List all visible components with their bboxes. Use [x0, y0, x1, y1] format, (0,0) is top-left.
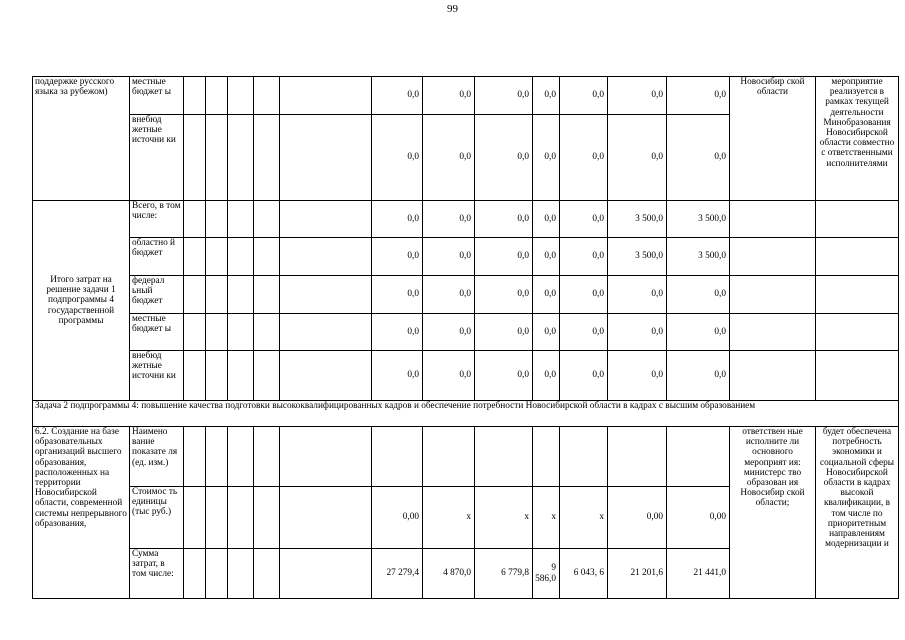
empty-cell [280, 351, 372, 401]
funding-source-cell: местные бюджет ы [130, 314, 184, 351]
value-cell: 0,0 [372, 351, 423, 401]
value-cell: 0,0 [533, 314, 560, 351]
empty-cell [280, 314, 372, 351]
value-cell: 0,0 [372, 314, 423, 351]
value-cell: 0,0 [608, 276, 667, 314]
empty-cell [730, 351, 816, 401]
empty-cell [206, 77, 228, 115]
empty-cell [254, 77, 280, 115]
value-cell: 0,0 [372, 77, 423, 115]
empty-cell [184, 351, 206, 401]
value-cell: 3 500,0 [608, 201, 667, 238]
empty-cell [206, 427, 228, 487]
empty-cell [206, 351, 228, 401]
empty-cell [184, 77, 206, 115]
value-cell: 6 779,8 [475, 549, 533, 599]
empty-cell [816, 314, 899, 351]
value-cell: х [560, 487, 608, 549]
empty-cell [228, 77, 254, 115]
value-cell: 0,0 [423, 238, 475, 276]
empty-cell [254, 201, 280, 238]
value-cell: 0,0 [667, 77, 730, 115]
value-cell: 4 870,0 [423, 549, 475, 599]
empty-cell [254, 549, 280, 599]
value-cell: 0,0 [533, 351, 560, 401]
funding-source-cell: местные бюджет ы [130, 77, 184, 115]
value-cell: х [423, 487, 475, 549]
empty-cell [730, 201, 816, 238]
value-cell: 0,0 [533, 77, 560, 115]
funding-source-cell: Сумма затрат, в том числе: [130, 549, 184, 599]
value-cell: 0,0 [475, 351, 533, 401]
empty-cell [184, 201, 206, 238]
value-cell: 0,00 [608, 487, 667, 549]
empty-cell [280, 115, 372, 201]
value-cell: 0,0 [372, 238, 423, 276]
empty-cell [206, 115, 228, 201]
value-cell: 0,0 [560, 201, 608, 238]
empty-cell [280, 427, 372, 487]
value-cell: 0,0 [533, 276, 560, 314]
empty-cell [254, 314, 280, 351]
empty-cell [206, 276, 228, 314]
empty-cell [206, 549, 228, 599]
budget-table [32, 76, 899, 599]
value-cell: 0,00 [667, 487, 730, 549]
value-cell: х [533, 487, 560, 549]
value-cell: 3 500,0 [667, 238, 730, 276]
empty-cell [816, 351, 899, 401]
value-cell [475, 427, 533, 487]
empty-cell [280, 487, 372, 549]
value-cell: 0,0 [560, 115, 608, 201]
item-name-cell: Итого затрат на решение задачи 1 подпрограммы 4 государственной программы [33, 201, 130, 401]
empty-cell [228, 487, 254, 549]
value-cell: 0,0 [608, 351, 667, 401]
item-name-cell: поддержке русского языка за рубежом) [33, 77, 130, 201]
executor-cell: ответствен ные исполните ли основного мероприят ия: министерс тво образован ия Новосибир ской области; [730, 427, 816, 599]
value-cell: 0,0 [560, 276, 608, 314]
empty-cell [730, 314, 816, 351]
value-cell: 0,0 [423, 276, 475, 314]
value-cell: 0,0 [667, 276, 730, 314]
table-row [33, 238, 899, 276]
empty-cell [184, 427, 206, 487]
value-cell: 0,0 [667, 115, 730, 201]
funding-source-cell: Всего, в том числе: [130, 201, 184, 238]
empty-cell [228, 351, 254, 401]
section-heading: Задача 2 подпрограммы 4: повышение качества подготовки высококвалифицированных кадров и обеспечение потребности Новосибирской области в кадрах с высшим образованием [33, 401, 899, 427]
value-cell: 0,0 [533, 115, 560, 201]
value-cell: 0,0 [560, 77, 608, 115]
value-cell: 0,0 [560, 314, 608, 351]
value-cell: 21 441,0 [667, 549, 730, 599]
empty-cell [730, 238, 816, 276]
table-row [33, 276, 899, 314]
table-row [33, 427, 899, 487]
empty-cell [184, 238, 206, 276]
value-cell: х [475, 487, 533, 549]
empty-cell [816, 276, 899, 314]
empty-cell [254, 427, 280, 487]
funding-source-cell: внебюд жетные источни ки [130, 115, 184, 201]
value-cell [423, 427, 475, 487]
value-cell: 0,0 [608, 77, 667, 115]
value-cell: 0,0 [423, 77, 475, 115]
empty-cell [280, 77, 372, 115]
value-cell: 0,0 [667, 351, 730, 401]
value-cell: 0,0 [475, 314, 533, 351]
table-row [33, 351, 899, 401]
note-cell: мероприятие реализуется в рамках текущей деятельности Минобразования Новосибирской области совместно с ответственными исполнителями [816, 77, 899, 201]
value-cell: 0,0 [372, 115, 423, 201]
funding-source-cell: внебюд жетные источни ки [130, 351, 184, 401]
value-cell: 3 500,0 [608, 238, 667, 276]
value-cell: 0,0 [608, 314, 667, 351]
empty-cell [206, 487, 228, 549]
value-cell: 3 500,0 [667, 201, 730, 238]
funding-source-cell: Наимено вание показате ля (ед. изм.) [130, 427, 184, 487]
value-cell: 0,0 [475, 77, 533, 115]
value-cell [533, 427, 560, 487]
value-cell: 0,0 [560, 351, 608, 401]
value-cell: 21 201,6 [608, 549, 667, 599]
empty-cell [730, 276, 816, 314]
empty-cell [184, 314, 206, 351]
empty-cell [254, 115, 280, 201]
value-cell: 0,0 [533, 201, 560, 238]
funding-source-cell: Стоимос ть единицы (тыс руб.) [130, 487, 184, 549]
value-cell: 0,0 [475, 115, 533, 201]
empty-cell [184, 487, 206, 549]
table-row [33, 201, 899, 238]
value-cell: 0,0 [475, 276, 533, 314]
empty-cell [206, 314, 228, 351]
item-name-cell: 6.2. Создание на базе образовательных организаций высшего образования, расположенных на территории Новосибирской области, современной системы непрерывного образования, [33, 427, 130, 599]
empty-cell [228, 238, 254, 276]
value-cell [608, 427, 667, 487]
value-cell: 0,0 [372, 276, 423, 314]
table-row [33, 77, 899, 115]
value-cell: 0,0 [560, 238, 608, 276]
empty-cell [228, 115, 254, 201]
empty-cell [254, 276, 280, 314]
page-number: 99 [447, 3, 458, 15]
empty-cell [254, 487, 280, 549]
value-cell: 27 279,4 [372, 549, 423, 599]
value-cell: 6 043, 6 [560, 549, 608, 599]
value-cell: 0,00 [372, 487, 423, 549]
empty-cell [816, 201, 899, 238]
empty-cell [228, 201, 254, 238]
value-cell: 0,0 [475, 201, 533, 238]
value-cell: 0,0 [475, 238, 533, 276]
empty-cell [184, 549, 206, 599]
value-cell: 0,0 [533, 238, 560, 276]
empty-cell [280, 238, 372, 276]
empty-cell [254, 351, 280, 401]
section-row [33, 401, 899, 427]
empty-cell [280, 549, 372, 599]
value-cell: 0,0 [423, 314, 475, 351]
value-cell [560, 427, 608, 487]
value-cell [667, 427, 730, 487]
value-cell: 0,0 [423, 201, 475, 238]
empty-cell [254, 238, 280, 276]
value-cell: 0,0 [608, 115, 667, 201]
executor-cell: Новосибир ской области [730, 77, 816, 201]
empty-cell [228, 314, 254, 351]
empty-cell [228, 276, 254, 314]
empty-cell [228, 427, 254, 487]
table-row [33, 314, 899, 351]
funding-source-cell: федерал ьный бюджет [130, 276, 184, 314]
empty-cell [816, 238, 899, 276]
empty-cell [280, 201, 372, 238]
value-cell: 0,0 [667, 314, 730, 351]
note-cell: будет обеспечена потребность экономики и социальной сферы Новосибирской области в кадрах высокой квалификации, в том числе по приоритетным направлениям модернизации и [816, 427, 899, 599]
value-cell: 0,0 [372, 201, 423, 238]
empty-cell [280, 276, 372, 314]
value-cell [372, 427, 423, 487]
empty-cell [206, 238, 228, 276]
value-cell: 9 586,0 [533, 549, 560, 599]
empty-cell [184, 276, 206, 314]
value-cell: 0,0 [423, 351, 475, 401]
value-cell: 0,0 [423, 115, 475, 201]
funding-source-cell: областно й бюджет [130, 238, 184, 276]
empty-cell [206, 201, 228, 238]
empty-cell [184, 115, 206, 201]
empty-cell [228, 549, 254, 599]
